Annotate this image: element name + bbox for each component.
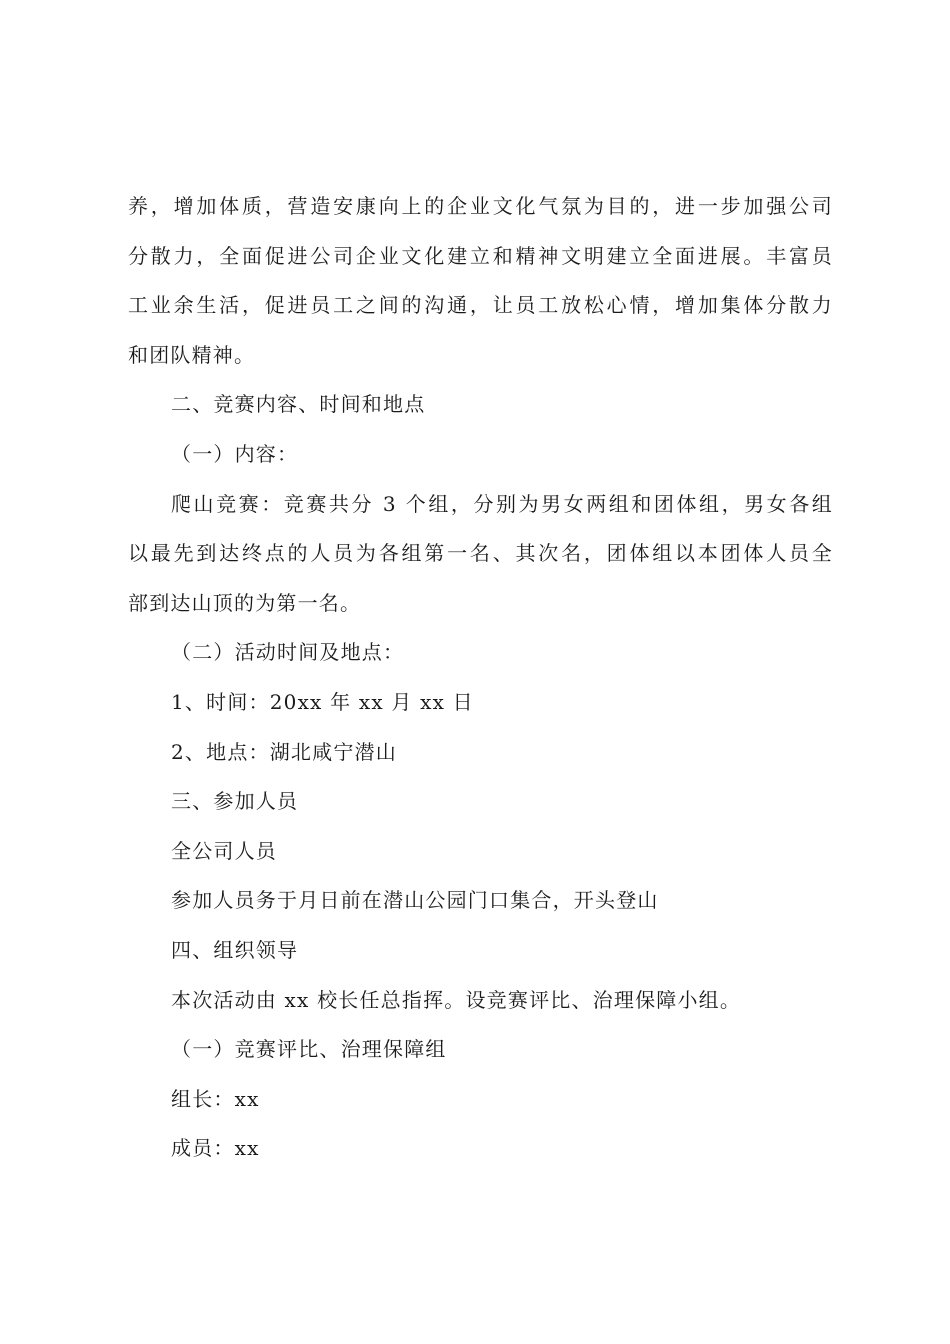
time-item: 1、时间：20xx 年 xx 月 xx 日 (171, 689, 474, 714)
leadership-note: 本次活动由 xx 校长任总指挥。设竞赛评比、治理保障小组。 (171, 987, 742, 1012)
assembly-note: 参加人员务于月日前在潜山公园门口集合，开头登山 (171, 888, 659, 913)
place-item: 2、地点：湖北咸宁潜山 (171, 739, 397, 764)
purpose-line-3: 工业余生活，促进员工之间的沟通，让员工放松心情，增加集体分散力 (128, 293, 833, 318)
section-2-heading: 二、竞赛内容、时间和地点 (171, 392, 426, 417)
race-line-3: 部到达山顶的为第一名。 (128, 590, 362, 615)
purpose-line-4: 和团队精神。 (128, 342, 256, 367)
purpose-line-2: 分散力，全面促进公司企业文化建立和精神文明建立全面进展。丰富员 (128, 243, 833, 268)
section-2-subheading-content: （一）内容： (171, 441, 299, 466)
race-line-2: 以最先到达终点的人员为各组第一名、其次名，团体组以本团体人员全 (128, 541, 833, 566)
document-body (128, 182, 833, 1174)
section-4-subheading-group: （一）竞赛评比、治理保障组 (171, 1037, 447, 1062)
race-line-1: 爬山竞赛：竞赛共分 3 个组，分别为男女两组和团体组，男女各组 (171, 491, 833, 516)
section-2-subheading-time-place: （二）活动时间及地点： (171, 640, 405, 665)
group-leader: 组长：xx (171, 1086, 260, 1111)
section-3-heading: 三、参加人员 (171, 789, 299, 814)
section-4-heading: 四、组织领导 (171, 937, 299, 962)
purpose-line-1: 养，增加体质，营造安康向上的企业文化气氛为目的，进一步加强公司 (128, 194, 833, 218)
participants-text: 全公司人员 (171, 838, 277, 863)
group-members: 成员：xx (171, 1136, 260, 1161)
